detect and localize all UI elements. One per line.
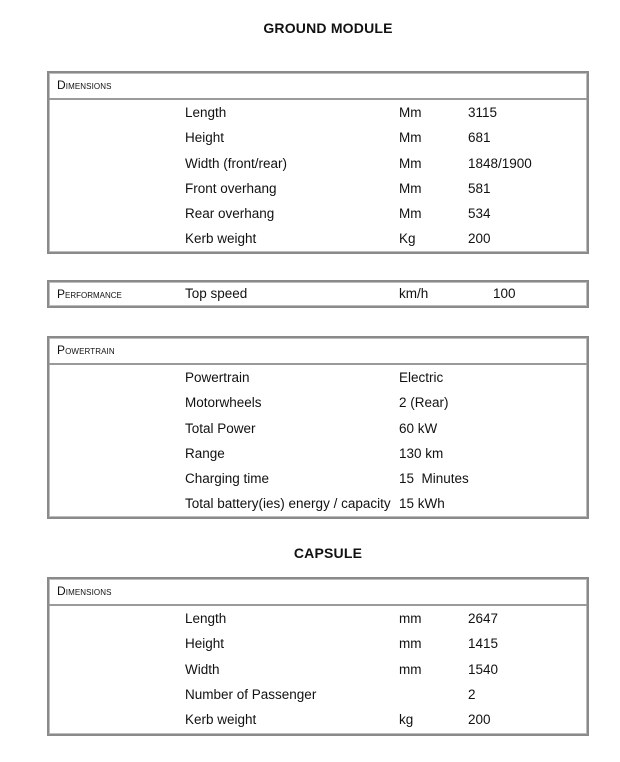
capsule-dimensions-table [47,577,589,736]
table-row [49,631,587,656]
row-value: 200 [468,712,491,728]
row-unit: Mm [399,105,422,120]
table-row [49,682,587,707]
ground-dimensions-header: Dimensions [49,73,587,100]
row-label: Kerb weight [185,231,257,247]
row-label: Top speed [185,286,248,301]
row-label: Front overhang [185,180,277,196]
performance-table [47,280,589,308]
table-row [49,176,587,201]
row-label: Height [185,130,225,146]
powertrain-table [47,336,589,519]
row-value: 2 [468,686,476,702]
row-label: Width (front/rear) [185,155,288,171]
row-label: Height [185,636,225,652]
row-label: Rear overhang [185,206,275,222]
capsule-title: CAPSULE [293,545,363,561]
row-label: Range [185,445,225,461]
row-unit: kg [399,712,414,728]
row-value: 2647 [468,611,499,626]
row-value: 100 [493,286,516,301]
row-label: Motorwheels [185,395,262,411]
row-label: Total battery(ies) energy / capacity [185,496,391,512]
row-unit: Mm [399,155,422,171]
row-label: Length [185,105,227,120]
table-row [49,441,587,466]
row-label: Kerb weight [185,712,257,728]
table-row [49,201,587,226]
row-value: 1540 [468,661,499,677]
table-row [49,491,587,516]
row-value: 200 [468,231,491,247]
row-unit: Mm [399,180,422,196]
row-unit: Mm [399,130,422,146]
row-value: 534 [468,206,491,222]
row-value: 581 [468,180,491,196]
row-label: Length [185,611,227,626]
row-value: 15 kWh [399,496,445,512]
table-row [49,365,587,390]
table-row [49,606,587,631]
ground-module-title: GROUND MODULE [263,20,393,36]
row-unit: Mm [399,206,422,222]
row-label: Number of Passenger [185,686,317,702]
row-label: Total Power [185,420,256,436]
table-row [49,100,587,125]
row-value: 2 (Rear) [399,395,449,411]
table-row [49,466,587,491]
row-value: 60 kW [399,420,438,436]
row-unit: mm [399,661,422,677]
row-value: 15 Minutes [399,471,469,487]
row-unit: mm [399,611,422,626]
row-label: Charging time [185,471,270,487]
row-value: 681 [468,130,491,146]
ground-dimensions-table [47,71,589,254]
powertrain-header: Powertrain [49,338,587,365]
table-row [49,390,587,415]
row-unit: km/h [399,286,429,301]
table-row [49,125,587,150]
row-value: 1848/1900 [468,155,532,171]
table-row [49,226,587,251]
table-row [49,657,587,682]
row-value: Electric [399,370,444,385]
row-value: 3115 [468,105,498,120]
row-value: 1415 [468,636,499,652]
row-value: 130 km [399,445,444,461]
table-row [49,416,587,441]
row-label: Powertrain [185,370,250,385]
capsule-dimensions-header: Dimensions [49,579,587,606]
table-row [49,707,587,732]
row-label: Width [185,661,220,677]
table-row [49,151,587,176]
row-unit: Kg [399,231,416,247]
performance-header: Performance [57,287,122,301]
row-unit: mm [399,636,422,652]
